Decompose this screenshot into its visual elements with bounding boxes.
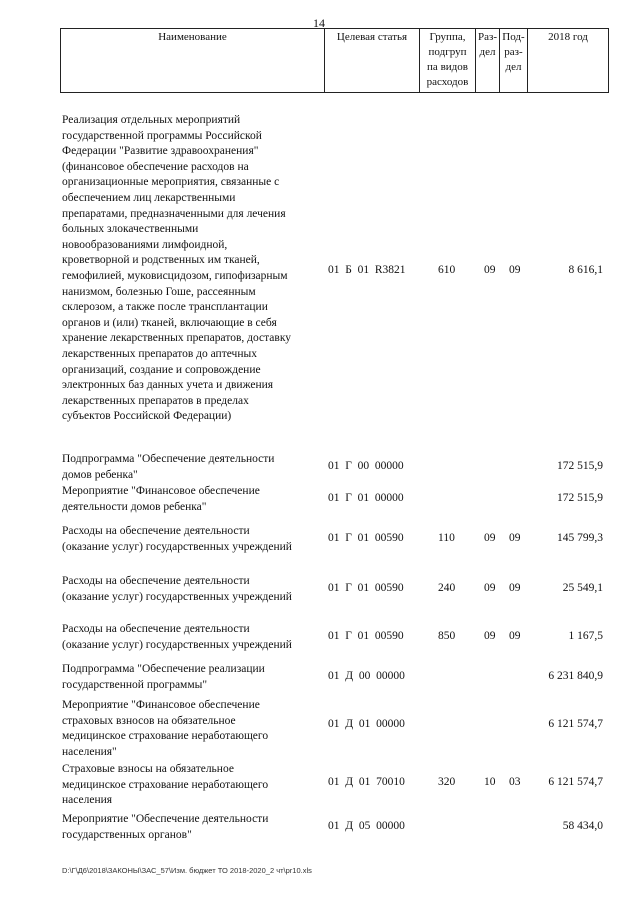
row-name [62,574,324,605]
row-target-code: 01 Д 01 00000 [328,718,405,730]
row-section: 09 [484,264,496,276]
row-amount: 6 231 840,9 [548,670,603,682]
row-name-line: Страховые взносы на обязательное [62,763,234,775]
row-group-code: 320 [438,776,456,788]
row-name-line: Мероприятие "Финансовое обеспечение [62,485,260,497]
row-section: 10 [484,776,496,788]
row-subsection: 09 [509,582,521,594]
row-name-line: кроветворной и родственных им тканей, [62,254,260,267]
row-name [62,113,324,425]
page-number: 14 [313,16,325,30]
row-name-line: населения [62,794,113,807]
row-amount: 172 515,9 [557,460,603,472]
row-name-line: Подпрограмма "Обеспечение деятельности [62,453,275,465]
row-target-code: 01 Г 01 00590 [328,582,404,594]
row-name-line: лекарственных препаратов до аптечных [62,347,257,360]
row-target-code: 01 Д 05 00000 [328,820,405,832]
row-name-line: (оказание услуг) государственных учреждений [62,638,292,651]
row-subsection: 09 [509,532,521,544]
row-subsection: 09 [509,264,521,276]
row-name-line: склерозом, а также после трансплантации [62,301,268,314]
row-target-code: 01 Д 01 70010 [328,776,405,788]
row-name-line: населения" [62,745,117,758]
row-name-line: лекарственных препаратов в пределах [62,394,249,407]
row-amount: 6 121 574,7 [548,718,603,730]
row-subsection: 03 [509,776,521,788]
row-name-line: органов и (или) тканей, включающие в себя [62,316,277,329]
row-name-line: организаций, создание и сопровождение [62,363,261,376]
row-name-line: препаратами, предназначенными для лечения [62,207,286,220]
row-name [62,698,324,760]
header-name: Наименование [61,29,325,92]
row-name-line: новообразованиями лимфоидной, [62,238,228,251]
row-name-line: Расходы на обеспечение деятельности [62,575,250,587]
row-subsection: 09 [509,630,521,642]
row-name [62,484,324,515]
row-name-line: государственных органов" [62,828,192,841]
row-name-line: Расходы на обеспечение деятельности [62,623,250,635]
row-name-line: Мероприятие "Финансовое обеспечение [62,699,260,711]
row-amount: 1 167,5 [568,630,603,642]
row-target-code: 01 Г 01 00590 [328,630,404,642]
row-name [62,662,324,693]
row-name-line: гемофилией, муковисцидозом, гипофизарным [62,269,288,282]
row-amount: 8 616,1 [568,264,603,276]
row-name [62,762,324,809]
row-name-line: нанизмом, болезнью Гоше, рассеянным [62,285,256,298]
header-section: Раз- дел [476,29,500,92]
row-name-line: страховых взносов на обязательное [62,714,236,727]
row-name-line: медицинское страхование неработающего [62,778,269,791]
row-group-code: 610 [438,264,456,276]
row-target-code: 01 Г 01 00590 [328,532,404,544]
row-name-line: (оказание услуг) государственных учреждений [62,540,292,553]
row-target-code: 01 Б 01 R3821 [328,264,406,276]
row-name-line: обеспечением лиц лекарственными [62,191,236,204]
table-header [60,28,609,93]
row-group-code: 850 [438,630,456,642]
row-name-line: Подпрограмма "Обеспечение реализации [62,663,265,675]
row-amount: 58 434,0 [562,820,603,832]
row-name-line: организационные мероприятия, связанные с [62,176,280,189]
row-name-line: (финансовое обеспечение расходов на [62,160,249,173]
row-name-line: электронных баз данных учета и движения [62,379,274,392]
row-target-code: 01 Д 00 00000 [328,670,405,682]
row-name-line: медицинское страхование неработающего [62,730,269,743]
row-name-line: больных злокачественными [62,223,199,236]
row-name [62,452,324,483]
header-target: Целевая статья [325,29,420,92]
row-name-line: деятельности домов ребенка" [62,500,207,513]
row-name [62,524,324,555]
header-subsection: Под- раз- дел [500,29,528,92]
row-section: 09 [484,582,496,594]
row-name-line: (оказание услуг) государственных учреждений [62,590,292,603]
row-target-code: 01 Г 01 00000 [328,492,404,504]
row-amount: 6 121 574,7 [548,776,603,788]
row-section: 09 [484,532,496,544]
row-name [62,812,324,843]
file-path-footer: D:\Г\Д6\2018\ЗАКОНЫ\ЗАС_57\Изм. бюджет ТО 2018-2020_2 чт\pr10.xls [62,866,312,875]
row-name-line: Мероприятие "Обеспечение деятельности [62,813,269,825]
row-name-line: Реализация отдельных мероприятий [62,114,241,126]
row-group-code: 240 [438,582,456,594]
row-name-line: Расходы на обеспечение деятельности [62,525,250,537]
header-group: Группа, подгруп па видов расходов [420,29,476,92]
row-amount: 145 799,3 [557,532,603,544]
row-amount: 25 549,1 [562,582,603,594]
row-name-line: субъектов Российской Федерации) [62,410,232,423]
row-name-line: домов ребенка" [62,468,138,481]
row-name-line: Федерации "Развитие здравоохранения" [62,145,259,158]
row-group-code: 110 [438,532,455,544]
row-name [62,622,324,653]
row-name-line: государственной программы Российской [62,129,262,142]
row-target-code: 01 Г 00 00000 [328,460,404,472]
row-amount: 172 515,9 [557,492,603,504]
header-year: 2018 год [548,31,588,43]
row-name-line: хранение лекарственных препаратов, доставку [62,332,292,345]
row-section: 09 [484,630,496,642]
row-name-line: государственной программы" [62,678,208,691]
